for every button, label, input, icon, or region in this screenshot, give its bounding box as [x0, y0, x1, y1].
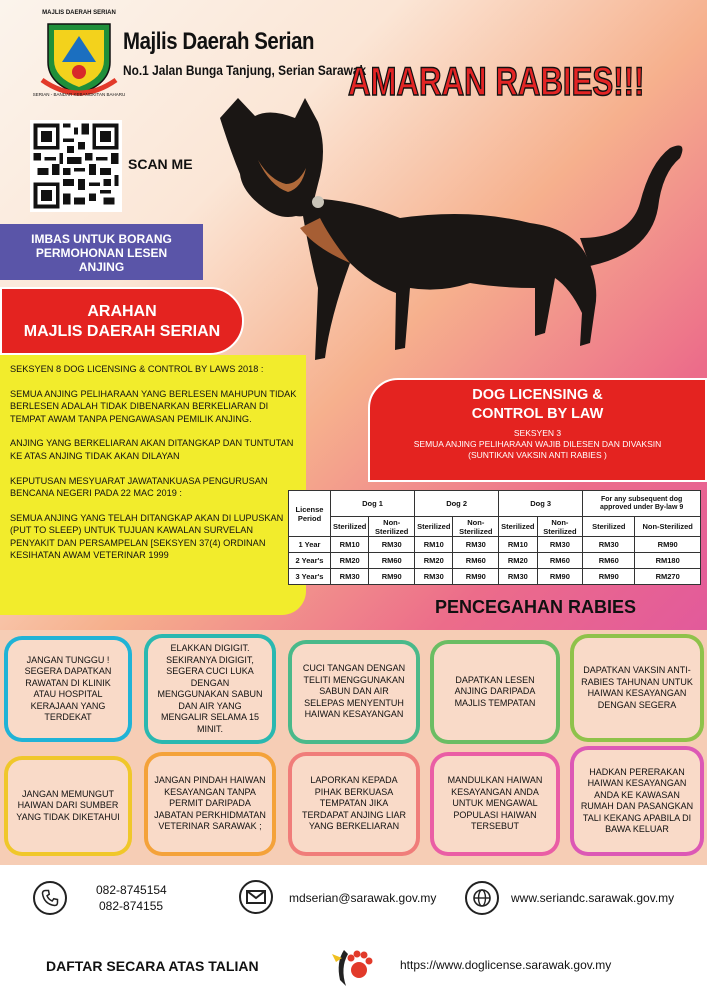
fee-cell: RM90	[583, 569, 635, 585]
fee-cell: RM270	[635, 569, 701, 585]
fee-cell: RM30	[537, 537, 583, 553]
table-subheader: Non-Sterilized	[537, 517, 583, 537]
table-header: Dog 1	[331, 491, 415, 517]
table-header: For any subsequent dog approved under By-law 9	[583, 491, 701, 517]
fee-cell: RM90	[369, 569, 415, 585]
fee-cell: RM60	[583, 553, 635, 569]
register-url[interactable]: https://www.doglicense.sarawak.gov.my	[400, 958, 612, 972]
fee-cell: RM60	[369, 553, 415, 569]
table-row	[289, 569, 701, 585]
license-fee-table	[288, 490, 701, 585]
prevention-tip-text: HADKAN PERERAKAN HAIWAN KESAYANGAN ANDA KE KAWASAN RUMAH DAN PASANGKAN TALI KEKANG APABILA DI BAWA KELUAR	[574, 750, 700, 852]
phone-number[interactable]: 082-8745154	[96, 883, 167, 897]
dog-licensing-banner	[368, 378, 707, 482]
period-cell: 3 Year's	[289, 569, 331, 585]
fee-cell: RM30	[369, 537, 415, 553]
prevention-title: PENCEGAHAN RABIES	[435, 597, 637, 617]
title-line: CONTROL BY LAW	[471, 406, 604, 422]
licensing-text-line: (SUNTIKAN VAKSIN ANTI RABIES )	[468, 450, 607, 460]
bylaw-notice	[0, 355, 306, 615]
table-subheader: Non-Sterilized	[453, 517, 499, 537]
fee-cell: RM20	[499, 553, 537, 569]
notice-paragraph: KEPUTUSAN MESYUARAT JAWATANKUASA PENGURUSAN BENCANA NEGERI PADA 22 MAC 2019 :	[10, 475, 268, 499]
table-subheader: Sterilized	[415, 517, 453, 537]
qr-caption-line: ANJING	[78, 260, 125, 274]
period-cell: 2 Year's	[289, 553, 331, 569]
phone-number[interactable]: 082-874155	[99, 899, 164, 913]
prevention-tip-text: LAPORKAN KEPADA PIHAK BERKUASA TEMPATAN JIKA TERDAPAT ANJING LIAR YANG BERKELIARAN	[292, 756, 416, 852]
fee-cell: RM180	[635, 553, 701, 569]
notice-paragraph: SEMUA ANJING YANG TELAH DITANGKAP AKAN DI LUPUSKAN (PUT TO SLEEP) UNTUK TUJUAN KAWALAN SURVELAN PENYAKIT DAN PERSAMPELAN [SEKSYEN 37(4) ORDINAN KESIHATAN AWAM VETERINAR 1999	[10, 512, 284, 561]
qr-caption	[0, 224, 203, 280]
paw-logo-icon	[326, 940, 376, 990]
prevention-tip-text: JANGAN PINDAH HAIWAN KESAYANGAN TANPA PERMIT DARIPADA JABATAN PERKHIDMATAN VETERINAR SARAWAK ;	[148, 756, 272, 852]
qr-caption-line: IMBAS UNTUK BORANG	[31, 232, 172, 246]
title-line: DOG LICENSING &	[472, 387, 603, 403]
prevention-tip-card	[288, 640, 420, 744]
prevention-tip-card	[430, 640, 560, 744]
prevention-tip-card	[570, 746, 704, 856]
prevention-tip-text: ELAKKAN DIGIGIT. SEKIRANYA DIGIGIT, SEGERA CUCI LUKA DENGAN MENGGUNAKAN SABUN DAN AIR YANG MENGALIR SELAMA 15 MINIT.	[148, 638, 272, 740]
fee-cell: RM90	[453, 569, 499, 585]
phone-icon	[33, 881, 67, 915]
period-cell: 1 Year	[289, 537, 331, 553]
prevention-tip-card	[144, 752, 276, 856]
fee-cell: RM30	[453, 537, 499, 553]
qr-code-icon[interactable]	[30, 120, 122, 212]
prevention-tip-text: JANGAN MEMUNGUT HAIWAN DARI SUMBER YANG TIDAK DIKETAHUI	[8, 760, 128, 852]
prevention-tip-card	[4, 636, 132, 742]
table-row	[289, 553, 701, 569]
table-subheader: Non-Sterilized	[369, 517, 415, 537]
prevention-tip-text: DAPATKAN VAKSIN ANTI-RABIES TAHUNAN UNTUK HAIWAN KESAYANGAN DENGAN SEGERA	[574, 638, 700, 738]
prevention-tip-text: CUCI TANGAN DENGAN TELITI MENGGUNAKAN SABUN DAN AIR SELEPAS MENYENTUH HAIWAN KESAYANGAN	[292, 644, 416, 740]
table-subheader: Non-Sterilized	[635, 517, 701, 537]
prevention-tip-card	[430, 752, 560, 856]
logo-motto: SERIAN - BANDAR KEBANGKITAN BAHARU	[32, 92, 126, 97]
section-label: SEKSYEN 3	[513, 428, 562, 438]
directive-banner	[0, 287, 244, 355]
fee-cell: RM30	[415, 569, 453, 585]
fee-cell: RM60	[537, 553, 583, 569]
council-logo-icon	[40, 10, 118, 100]
fee-cell: RM10	[331, 537, 369, 553]
website-link[interactable]: www.seriandc.sarawak.gov.my	[511, 891, 675, 905]
dog-photo	[200, 88, 700, 388]
table-subheader: Sterilized	[583, 517, 635, 537]
fee-cell: RM10	[415, 537, 453, 553]
table-subheader: Sterilized	[331, 517, 369, 537]
directive-line: ARAHAN	[87, 303, 157, 320]
notice-paragraph: SEKSYEN 8 DOG LICENSING & CONTROL BY LAWS 2018 :	[10, 364, 264, 374]
fee-cell: RM30	[583, 537, 635, 553]
fee-cell: RM20	[331, 553, 369, 569]
prevention-tip-text: DAPATKAN LESEN ANJING DARIPADA MAJLIS TEMPATAN	[434, 644, 556, 740]
fee-cell: RM10	[499, 537, 537, 553]
table-row	[289, 537, 701, 553]
directive-line: MAJLIS DAERAH SERIAN	[23, 323, 221, 340]
prevention-tip-text: MANDULKAN HAIWAN KESAYANGAN ANDA UNTUK MENGAWAL POPULASI HAIWAN TERSEBUT	[434, 756, 556, 852]
prevention-tip-card	[288, 752, 420, 856]
register-label: DAFTAR SECARA ATAS TALIAN	[46, 958, 259, 974]
fee-cell: RM90	[635, 537, 701, 553]
table-header: Dog 3	[499, 491, 583, 517]
scan-me-label: SCAN ME	[128, 156, 193, 172]
globe-icon	[465, 881, 499, 915]
organization-address: No.1 Jalan Bunga Tanjung, Serian Sarawak	[123, 62, 367, 78]
prevention-tip-card	[4, 756, 132, 856]
dog-licensing-text	[370, 428, 705, 461]
prevention-tip-text: JANGAN TUNGGU ! SEGERA DAPATKAN RAWATAN DI KLINIK ATAU HOSPITAL KERAJAAN YANG TERDEKAT	[8, 640, 128, 738]
fee-cell: RM60	[453, 553, 499, 569]
fee-cell: RM20	[415, 553, 453, 569]
fee-cell: RM30	[499, 569, 537, 585]
fee-cell: RM90	[537, 569, 583, 585]
dog-licensing-title	[370, 380, 705, 424]
licensing-text-line: SEMUA ANJING PELIHARAAN WAJIB DILESEN DAN DIVAKSIN	[413, 439, 662, 449]
notice-paragraph: ANJING YANG BERKELIARAN AKAN DITANGKAP DAN TUNTUTAN KE ATAS ANJING TIDAK AKAN DILAYAN	[10, 438, 294, 461]
fee-cell: RM30	[331, 569, 369, 585]
table-header: Dog 2	[415, 491, 499, 517]
headline: AMARAN RABIES!!!	[348, 60, 645, 104]
qr-caption-line: PERMOHONAN LESEN	[35, 246, 168, 260]
email-icon	[239, 880, 273, 914]
table-subheader: Sterilized	[499, 517, 537, 537]
prevention-tip-card	[144, 634, 276, 744]
logo-title: MAJLIS DAERAH SERIAN	[42, 10, 116, 16]
prevention-tip-card	[570, 634, 704, 742]
organization-name: Majlis Daerah Serian	[123, 28, 315, 55]
notice-paragraph: SEMUA ANJING PELIHARAAN YANG BERLESEN MAHUPUN TIDAK BERLESEN ADALAH TIDAK DIBENARKAN BERKELIARAN DI TEMPAT AWAM TANPA PENGAWASAN PEMILIK ANJING.	[10, 388, 297, 424]
table-header: License Period	[289, 491, 331, 537]
email-address[interactable]: mdserian@sarawak.gov.my	[289, 891, 437, 905]
